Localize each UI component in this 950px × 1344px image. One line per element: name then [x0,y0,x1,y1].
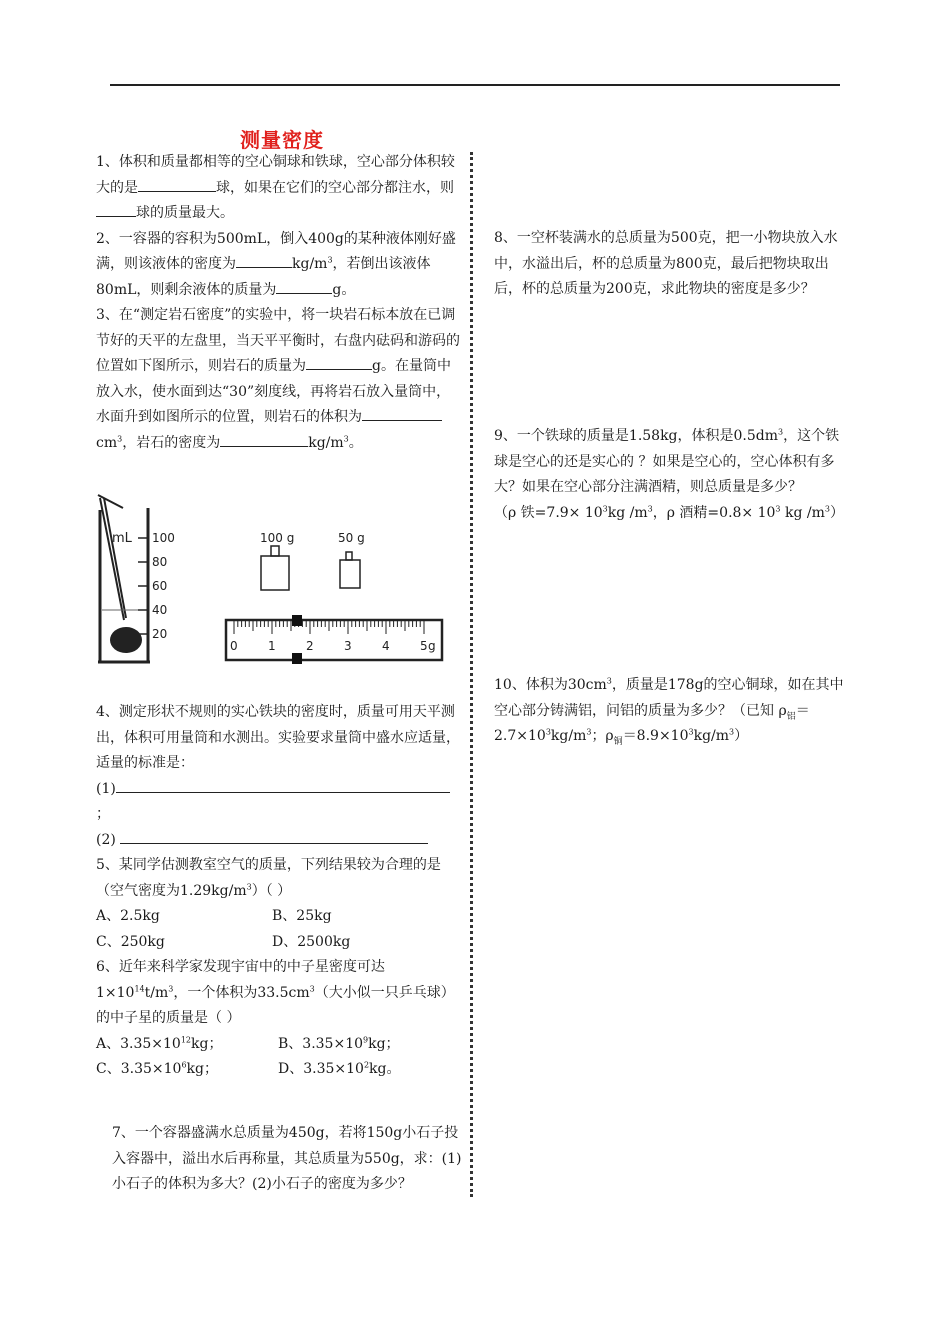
q5-options-row2 [96,930,462,956]
cylinder-tick-label: 20 [152,627,168,641]
cylinder-tick-label: 60 [152,579,168,593]
option-c[interactable]: C、$3.35\times 10^6kg$； [96,1060,218,1077]
scale-tick-label: 0 [230,639,238,653]
question-5: 5、某同学估测教室空气的质量，下列结果较为合理的是（空气密度为$1.29kg/m^3$）（ ） [96,857,441,899]
q5-options-row1 [96,904,462,930]
right-column [494,226,846,303]
option-d[interactable]: D、2500kg [272,933,351,950]
left-column-lower [96,700,462,1083]
rider-scale [226,615,442,664]
q6-options-row1 [96,1032,462,1058]
question-4: 4、测定形状不规则的实心铁块的密度时，质量可用天平测出，体积可用量筒和水测出。实验要求量筒中盛水应适量，适量的标准是： (1) ； (2) [96,704,460,848]
scale-tick-label: 4 [382,639,390,653]
column-divider [470,152,473,1197]
weights [260,531,365,590]
answer-blank[interactable] [362,406,442,421]
question-3: 3、在“测定岩石密度”的实验中，将一块岩石标本放在已调节好的天平的左盘里，当天平平衡时，右盘内砝码和游码的位置如下图所示，则岩石的质量为 g。在量筒中放入水，使水面到达“30”刻度线，再将岩石放入量筒中，水面升到如图所示的位置，则岩石的体积为$cm^3$，岩石的密度为 $kg/m^3$。 [96,307,460,451]
option-a[interactable]: A、$3.35\times 10^{12}kg$； [96,1034,223,1052]
rider-top [292,615,302,626]
scale-tick-label: 3 [344,639,352,653]
scale-tick-label: 2 [306,639,314,653]
cylinder-tick-label: 100 [152,531,175,545]
answer-line[interactable] [116,778,450,793]
cylinder-tick-label: 40 [152,603,168,617]
scale-tick-label: 5 [420,639,428,653]
question-2: 2、一容器的容积为500mL，倒入400g的某种液体刚好盛满，则该液体的密度为 $kg/m^3$，若倒出该液体80mL，则剩余液体的质量为 g。 [96,230,456,298]
answer-blank[interactable] [220,432,308,447]
answer-blank[interactable] [96,202,136,217]
option-d[interactable]: D、$3.35\times 10^2kg$。 [278,1060,401,1077]
experiment-figure [78,490,458,680]
cylinder-tick-label: 80 [152,555,168,569]
question-8: 8、一空杯装满水的总质量为500克，把一小物块放入水中，水溢出后，杯的总质量为800克，最后把物块取出后，杯的总质量为200克，求此物块的密度是多少？ [494,230,838,297]
graduated-cylinder [98,495,175,662]
option-a[interactable]: A、2.5kg [96,908,160,924]
scale-unit: g [428,639,436,653]
question-10: 10、体积为$30cm^3$，质量是178g的空心铜球，如在其中空心部分铸满铝，问铝的质量为多少？（已知 $\rho_铝=2.7\times 10^3kg/m^3$；$\rho_铜=8.9\times 10^3kg/m^3$） [494,676,844,747]
scale-tick-label: 1 [268,639,276,653]
option-c[interactable]: C、250kg [96,933,165,950]
cylinder-unit: mL [112,531,132,546]
left-column [96,150,462,456]
page-title: 测量密度 [240,128,324,152]
weight-label-50g: 50 g [338,531,365,545]
q6-options-row2 [96,1057,462,1083]
question-6: 6、近年来科学家发现宇宙中的中子星密度可达$1\times 10^{14}t/m^3$，一个体积为$33.5cm^3$（大小似一只乒乓球）的中子星的质量是（ ） [96,959,455,1026]
weight-label-100g: 100 g [260,531,295,545]
right-column-q9 [494,424,846,526]
option-b[interactable]: B、25kg [272,908,332,924]
rider-bottom [292,653,302,664]
answer-line[interactable] [120,829,428,844]
answer-blank[interactable] [138,177,216,192]
header-rule [110,84,840,86]
answer-blank[interactable] [236,253,292,268]
question-1: 1、体积和质量都相等的空心铜球和铁球，空心部分体积较大的是 球，如果在它们的空心部分都注水，则球的质量最大。 [96,154,455,221]
question-9: 9、一个铁球的质量是1.58kg，体积是$0.5dm^3$，这个铁球是空心的还是实心的 ？如果是空心的，空心体积有多大？如果在空心部分注满酒精，则总质量是多少？ （ρ 铁$=7.9\times 10^3kg$ $/m^3$，ρ 酒精$=0.8\times 10^3$ kg $/m^3$） [494,427,844,521]
answer-blank[interactable] [306,355,372,370]
right-column-q10 [494,673,846,750]
answer-blank[interactable] [276,279,332,294]
question-7: 7、一个容器盛满水总质量为450g，若将150g小石子投入容器中，溢出水后再称量，其总质量为550g，求：(1)小石子的体积为多大？(2)小石子的密度为多少？ [112,1125,462,1192]
option-b[interactable]: B、$3.35\times 10^9kg$； [278,1034,400,1052]
